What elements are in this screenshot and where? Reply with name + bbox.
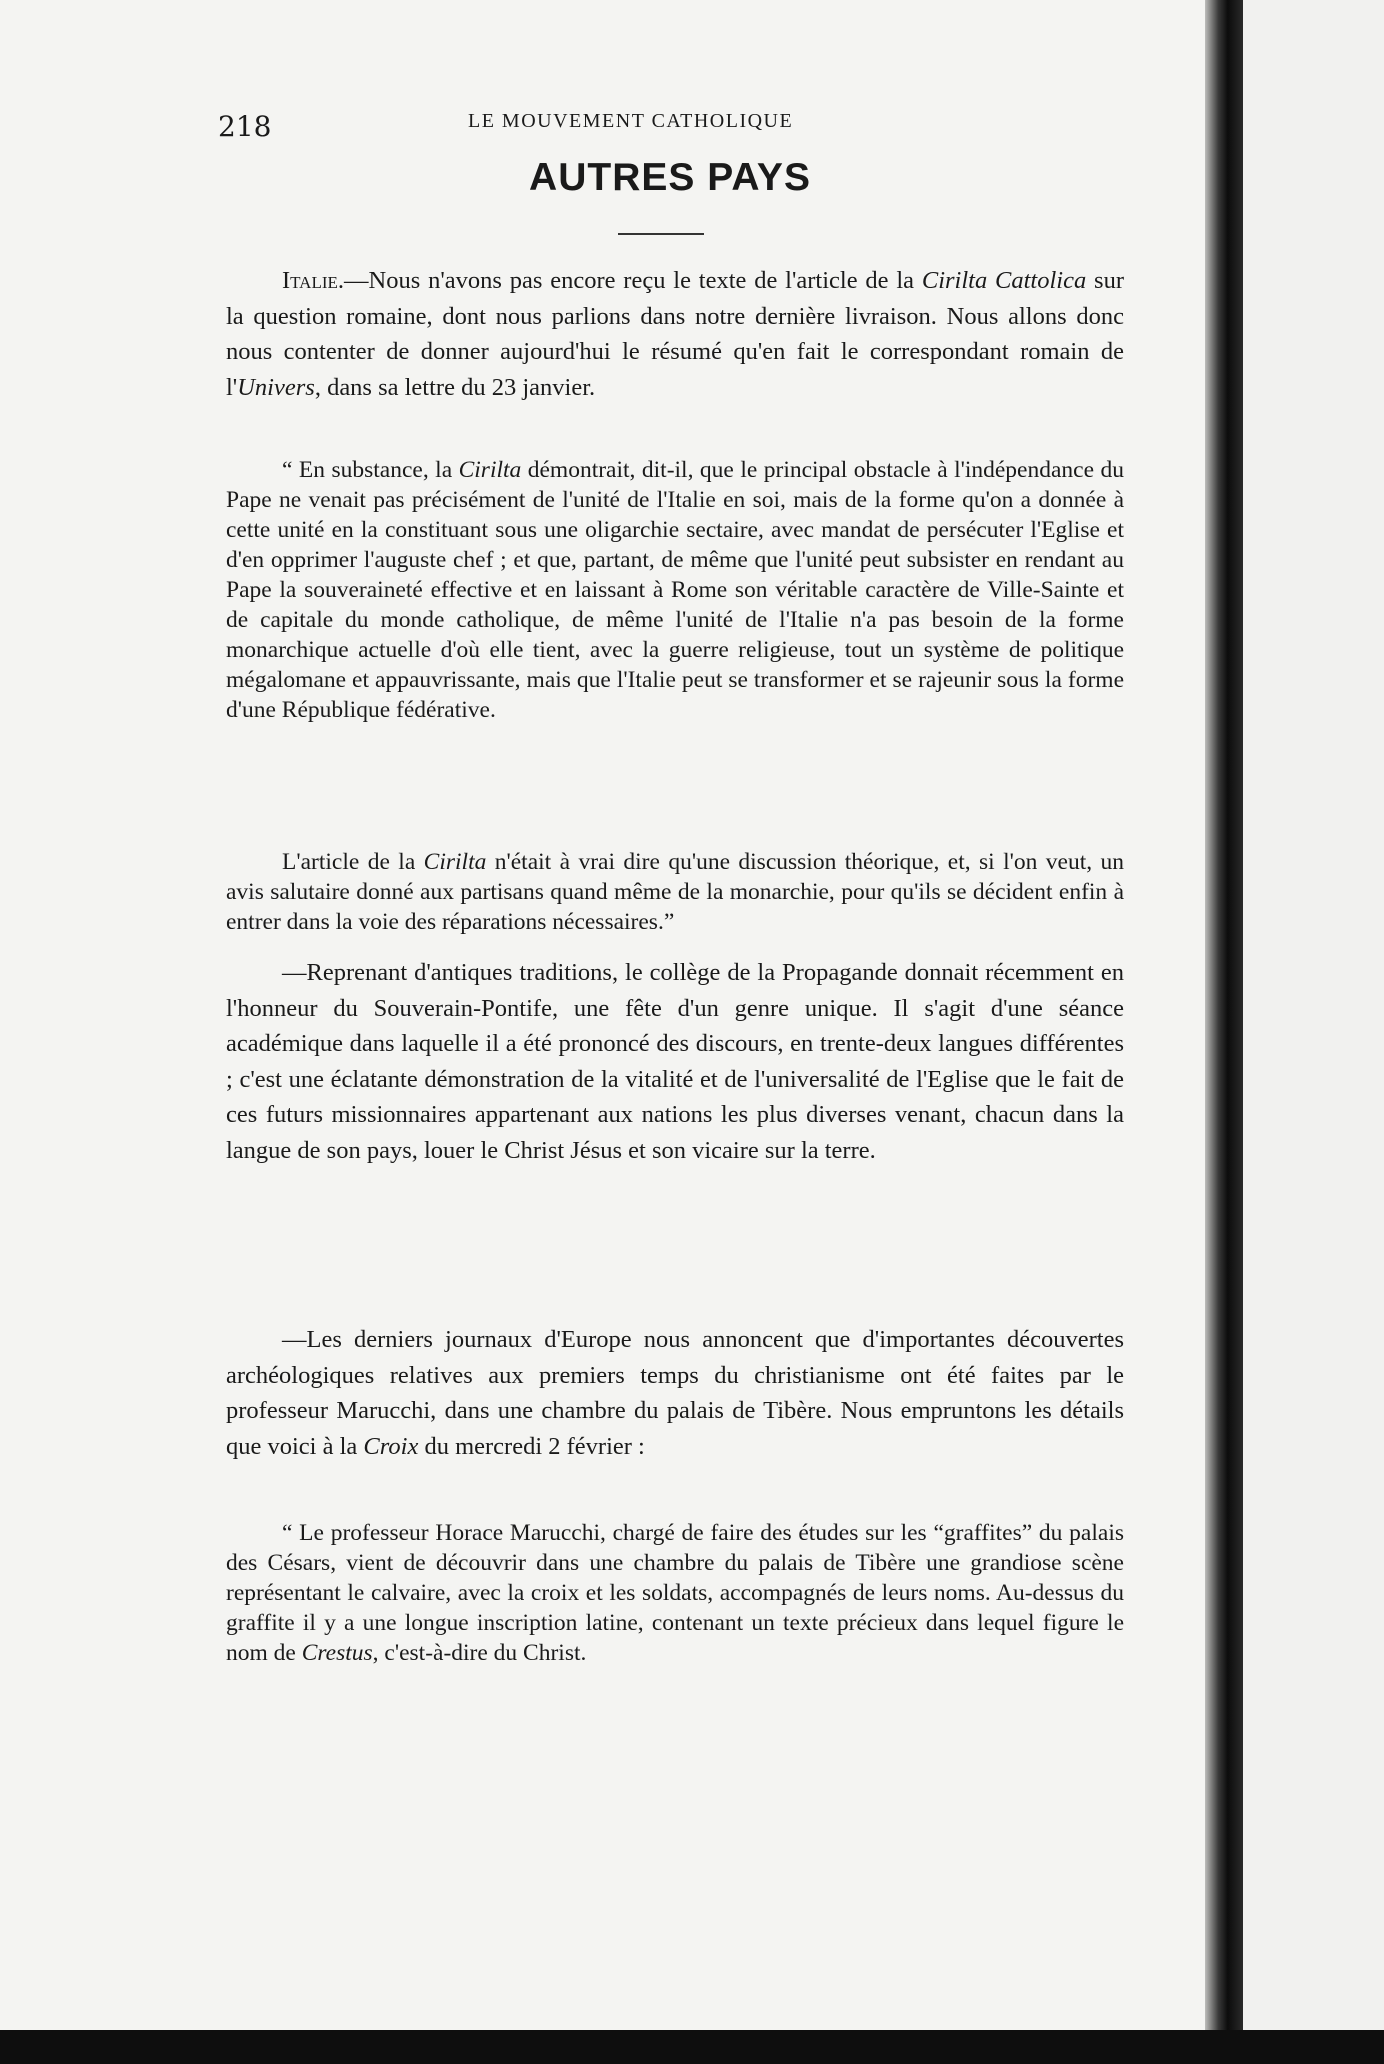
quote-paragraph: [226, 455, 1124, 725]
text-run: , c'est-à-dire du Christ.: [372, 1640, 587, 1666]
paragraph-decouvertes: [226, 1322, 1124, 1464]
text-run: —Les derniers journaux d'Europe nous annoncent que d'importantes découvertes archéologiques relatives aux premiers temps du christianisme ont été faites par le professeur Marucchi, dans une chambre du palais de Tibère. Nous empruntons les détails que voici à la: [226, 1326, 1124, 1460]
paragraph-propagande: —Reprenant d'antiques traditions, le collège de la Propagande donnait récemment en l'honneur du Souverain-Pontife, une fête d'un genre unique. Il s'agit d'une séance académique dans laquelle il a été prononcé des discours, en trente-deux langues différentes ; c'est une éclatante démonstration de la vitalité et de l'universalité de l'Eglise que le fait de ces futurs missionnaires appartenant aux nations les plus diverses venant, chacun dans la langue de son pays, louer le Christ Jésus et son vicaire sur la terre.: [226, 959, 1124, 1164]
paragraph-lead: Italie.: [282, 267, 345, 294]
journal-title: Univers: [237, 373, 315, 401]
paragraph-italie: [226, 263, 1124, 405]
text-run: “ Le professeur Horace Marucchi, chargé de faire des études sur les “graffites” du palais des Césars, vient de découvrir dans une chambre du palais de Tibère une grandiose scène représentant le calvaire, avec la croix et les soldats, accompagnés de leurs noms. Au-dessus du graffite il y a une longue inscription latine, contenant un texte précieux dans lequel figure le nom de: [226, 1520, 1124, 1666]
book-gutter: [1205, 0, 1243, 2064]
text-run: —Nous n'avons pas encore reçu le texte de l'article de la: [344, 267, 922, 294]
text-run: démontrait, dit-il, que le principal obstacle à l'indépendance du Pape ne venait pas précisément de l'unité de l'Italie en soi, mais de la forme qu'on a donnée à cette unité en la constituant sous une oligarchie sectaire, avec mandat de persécuter l'Eglise et d'en opprimer l'auguste chef ; et que, partant, de même que l'unité peut subsister en rendant au Pape la souveraineté effective et en laissant à Rome son véritable caractère de Ville-Sainte et de capitale du monde catholique, de même l'unité de l'Italie n'a pas besoin de la forme monarchique actuelle d'où elle tient, avec la guerre religieuse, tout un système de politique mégalomane et appauvrissante, mais que l'Italie peut se transformer et se rajeunir sous la forme d'une République fédérative.: [226, 457, 1124, 723]
scan-bottom-edge: [0, 2030, 1384, 2064]
text-run: sur la question romaine, dont nous parlions dans notre dernière livraison. Nous allons donc nous contenter de donner aujourd'hui le résumé qu'en fait le correspondant romain de l': [226, 267, 1124, 401]
journal-title: Cirilta Cattolica: [921, 267, 1087, 294]
text-run: L'article de la: [282, 849, 424, 875]
right-page: [1243, 0, 1384, 2064]
section-title: AUTRES PAYS: [529, 156, 811, 199]
name-crestus: Crestus: [301, 1640, 373, 1666]
text-run: n'était à vrai dire qu'une discussion théorique, et, si l'on veut, un avis salutaire donné aux partisans quand même de la monarchie, pour qu'ils se décident enfin à entrer dans la voie des réparations nécessaires.”: [226, 849, 1125, 935]
journal-title: Croix: [363, 1432, 419, 1460]
text-run: du mercredi 2 février :: [418, 1432, 645, 1460]
journal-title: Cirilta: [458, 457, 522, 483]
running-head: LE MOUVEMENT CATHOLIQUE: [468, 110, 794, 132]
text-run: “ En substance, la: [282, 457, 459, 483]
page-number: 218: [218, 110, 272, 143]
text-run: , dans sa lettre du 23 janvier.: [314, 373, 596, 401]
quote-paragraph: [226, 847, 1124, 937]
title-rule: [618, 233, 704, 235]
journal-title: Cirilta: [423, 849, 487, 875]
quote-paragraph: [226, 1518, 1124, 1668]
